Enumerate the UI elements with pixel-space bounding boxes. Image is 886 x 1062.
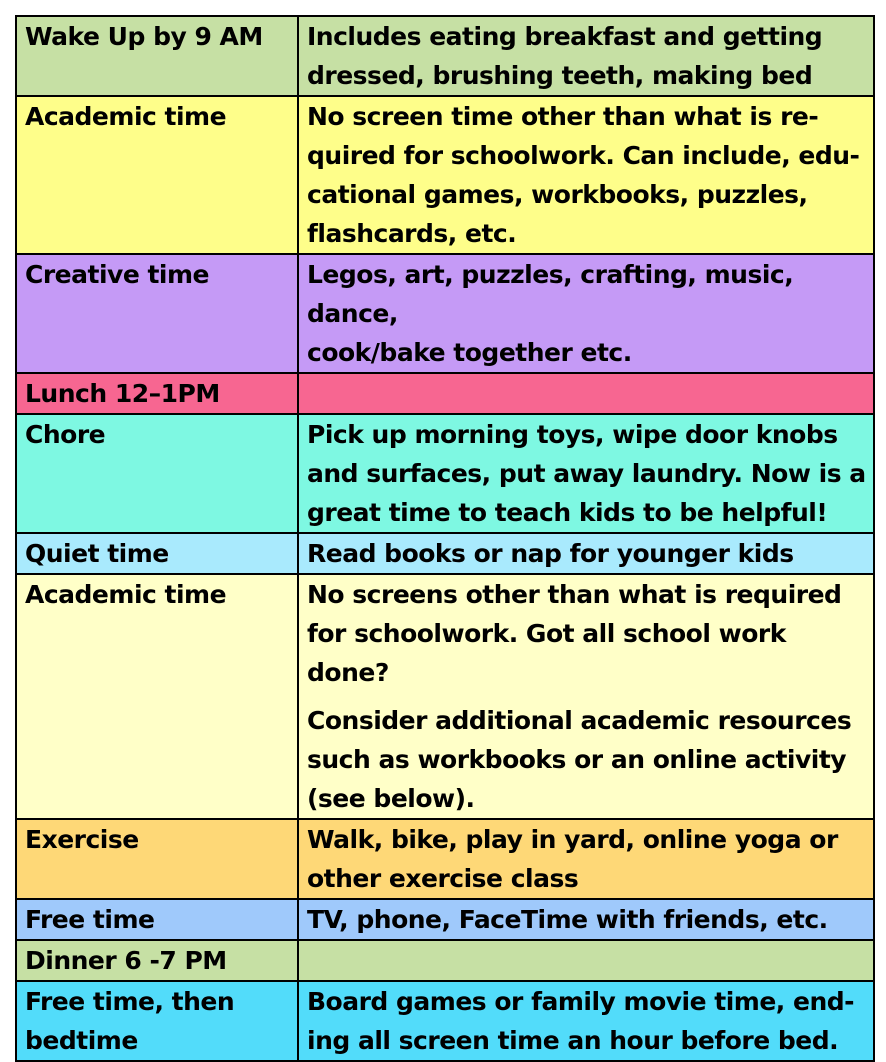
time-label: Academic time — [25, 580, 227, 609]
time-label: Free time, then bedtime — [25, 987, 235, 1055]
time-cell — [16, 16, 298, 96]
description-cell — [298, 940, 874, 981]
time-cell — [16, 819, 298, 899]
time-label: Wake Up by 9 AM — [25, 22, 263, 51]
time-cell — [16, 533, 298, 574]
activity-description: Pick up morning toys, wipe door knobs and surfaces, put away laundry. Now is a great time to teach kids to be helpful! — [307, 420, 866, 527]
description-cell — [298, 899, 874, 940]
description-cell — [298, 981, 874, 1061]
time-label: Lunch 12–1PM — [25, 379, 220, 408]
schedule-row-creative-time — [16, 254, 874, 373]
description-cell — [298, 16, 874, 96]
schedule-row-lunch — [16, 373, 874, 414]
time-label: Chore — [25, 420, 106, 449]
activity-description: Includes eating breakfast and getting dressed, brushing teeth, making bed — [307, 22, 823, 90]
description-cell — [298, 254, 874, 373]
description-cell — [298, 533, 874, 574]
activity-description: No screen time other than what is re- quired for schoolwork. Can include, edu- cational games, workbooks, puzzles, flashcards, etc. — [307, 102, 860, 248]
description-cell — [298, 414, 874, 533]
time-cell — [16, 899, 298, 940]
schedule-row-chore — [16, 414, 874, 533]
daily-schedule-table — [15, 15, 875, 1062]
time-label: Dinner 6 -7 PM — [25, 946, 227, 975]
schedule-row-bedtime — [16, 981, 874, 1061]
description-cell — [298, 96, 874, 254]
time-cell — [16, 981, 298, 1061]
schedule-row-academic-time — [16, 96, 874, 254]
activity-description: Board games or family movie time, end- ing all screen time an hour before bed. — [307, 987, 855, 1055]
time-label: Quiet time — [25, 539, 169, 568]
time-cell — [16, 414, 298, 533]
time-cell — [16, 373, 298, 414]
time-label: Academic time — [25, 102, 227, 131]
time-cell — [16, 96, 298, 254]
activity-description: Read books or nap for younger kids — [307, 539, 794, 568]
schedule-row-dinner — [16, 940, 874, 981]
schedule-row-quiet-time — [16, 533, 874, 574]
time-cell — [16, 254, 298, 373]
activity-description: Legos, art, puzzles, crafting, music, dance, cook/bake together etc. — [307, 260, 794, 367]
activity-description: TV, phone, FaceTime with friends, etc. — [307, 905, 828, 934]
description-cell — [298, 819, 874, 899]
time-label: Exercise — [25, 825, 139, 854]
activity-description: Walk, bike, play in yard, online yoga or other exercise class — [307, 825, 838, 893]
activity-description: No screens other than what is required for schoolwork. Got all school work done? — [307, 580, 842, 687]
description-cell — [298, 574, 874, 819]
schedule-row-wake-up — [16, 16, 874, 96]
time-label: Free time — [25, 905, 155, 934]
schedule-row-academic-time-afternoon — [16, 574, 874, 819]
time-cell — [16, 940, 298, 981]
time-label: Creative time — [25, 260, 210, 289]
time-cell — [16, 574, 298, 819]
schedule-row-free-time — [16, 899, 874, 940]
schedule-row-exercise — [16, 819, 874, 899]
activity-description-extra: Consider additional academic resources such as workbooks or an online activity (see below). — [307, 706, 852, 813]
description-cell — [298, 373, 874, 414]
